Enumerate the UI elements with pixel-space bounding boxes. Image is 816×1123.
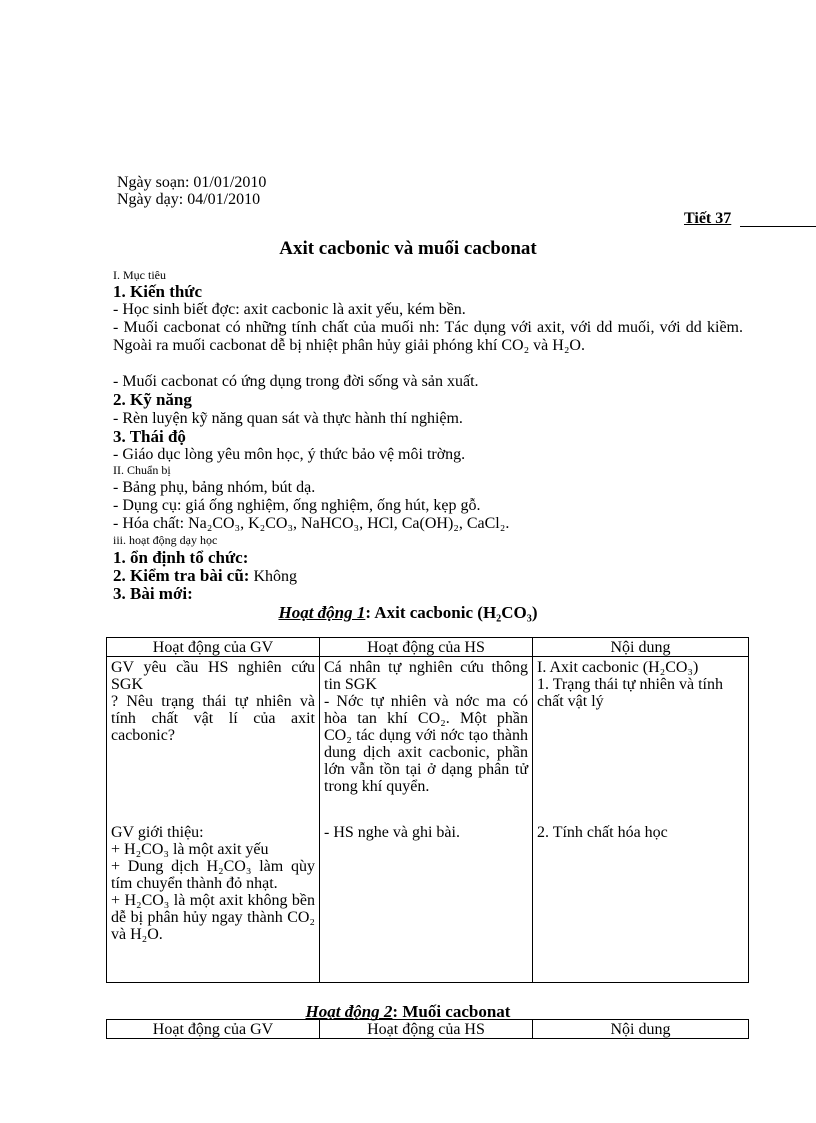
ky-nang-heading: 2. Kỹ năng [113, 390, 192, 409]
page-title: Axit cacbonic và muối cacbonat [279, 238, 537, 259]
header-gv: Hoạt động của GV [107, 1020, 320, 1039]
header-hs: Hoạt động của HS [320, 1020, 533, 1039]
kien-thuc-1: - Học sinh biết đợc: axit cacbonic là axit yếu, kém bền. [113, 301, 466, 318]
table-row [107, 657, 749, 983]
ngay-soan: Ngày soạn: 01/01/2010 [117, 174, 267, 191]
on-dinh: 1. ổn định tổ chức: [113, 548, 249, 567]
thai-do-1: - Giáo dục lòng yêu môn học, ý thức bảo vệ môi trờng. [113, 446, 466, 463]
kien-thuc-heading: 1. Kiến thức [113, 282, 203, 301]
gv-cell [107, 657, 320, 983]
activity1-table [106, 637, 749, 983]
hs-top: Cá nhân tự nghiên cứu thông tin SGK - Nớc tự nhiên và nớc ma có hòa tan khí CO₂. Một phần CO₂ tác dụng với nớc tạo thành dung dịch axit cacbonic, phần lớn vẫn tồn tại ở dạng phân tử trong khí quyển. [324, 659, 528, 795]
table-header-row [107, 638, 749, 657]
ky-nang-1: - Rèn luyện kỹ năng quan sát và thực hành thí nghiệm. [113, 410, 463, 427]
nd-top: I. Axit cacbonic (H₂CO₃) 1. Trạng thái tự nhiên và tính chất vật lý [537, 659, 723, 710]
tiet-number: Tiết 37 [684, 210, 732, 227]
bai-moi: 3. Bài mới: [113, 584, 193, 603]
activity1-heading [0, 603, 816, 623]
gv-bottom: GV giới thiệu: + H₂CO₃ là một axit yếu + Dung dịch H₂CO₃ làm qùy tím chuyển thành đỏ nhạt. + H₂CO₃ là một axit không bền dễ bị phân hủy ngay thành CO₂ và H₂O. [111, 824, 315, 943]
chuan-bi-2: - Dụng cụ: giá ống nghiệm, ống nghiệm, ống hút, kẹp gỗ. [113, 497, 481, 514]
chuan-bi-3: - Hóa chất: Na₂CO₃, K₂CO₃, NaHCO₃, HCl, Ca(OH)₂, CaCl₂. [113, 515, 510, 532]
header-noi-dung: Nội dung [533, 638, 749, 657]
muc-tieu-heading: I. Mục tiêu [113, 268, 166, 282]
tiet-rule [740, 226, 816, 227]
activity1-label: Hoạt động 1 [278, 603, 366, 622]
noi-dung-cell [533, 657, 749, 983]
header-noi-dung: Nội dung [533, 1020, 749, 1039]
hs-cell [320, 657, 533, 983]
ngay-day: Ngày dạy: 04/01/2010 [117, 191, 261, 208]
thai-do-heading: 3. Thái độ [113, 427, 186, 446]
activity2-label: Hoạt động 2 [305, 1002, 393, 1021]
activity2-table [106, 1019, 749, 1039]
nd-bottom: 2. Tính chất hóa học [537, 824, 668, 841]
kien-thuc-3: - Muối cacbonat có ứng dụng trong đời sống và sản xuất. [113, 373, 479, 390]
activity2-title: : Muối cacbonat [392, 1002, 511, 1021]
hs-bottom: - HS nghe và ghi bài. [324, 824, 460, 841]
header-hs: Hoạt động của HS [320, 638, 533, 657]
kiem-tra-label: 2. Kiểm tra bài cũ: [113, 566, 250, 585]
chuan-bi-heading: II. Chuẩn bị [113, 463, 171, 477]
hoat-dong-heading: iii. hoạt động dạy học [113, 533, 218, 547]
activity1-title: : Axit cacbonic (H₂CO₃) [365, 603, 538, 622]
header-gv: Hoạt động của GV [107, 638, 320, 657]
table-header-row [107, 1020, 749, 1039]
chuan-bi-1: - Bảng phụ, bảng nhóm, bút dạ. [113, 479, 316, 496]
kiem-tra-value: Không [253, 568, 298, 585]
gv-top: GV yêu cầu HS nghiên cứu SGK ? Nêu trạng thái tự nhiên và tính chất vật lí của axit cacbonic? [111, 659, 315, 744]
kien-thuc-2: - Muối cacbonat có những tính chất của muối nh: Tác dụng với axit, với dd muối, với dd kiềm. Ngoài ra muối cacbonat dễ bị nhiệt phân hủy giải phóng khí CO₂ và H₂O. [113, 319, 743, 354]
